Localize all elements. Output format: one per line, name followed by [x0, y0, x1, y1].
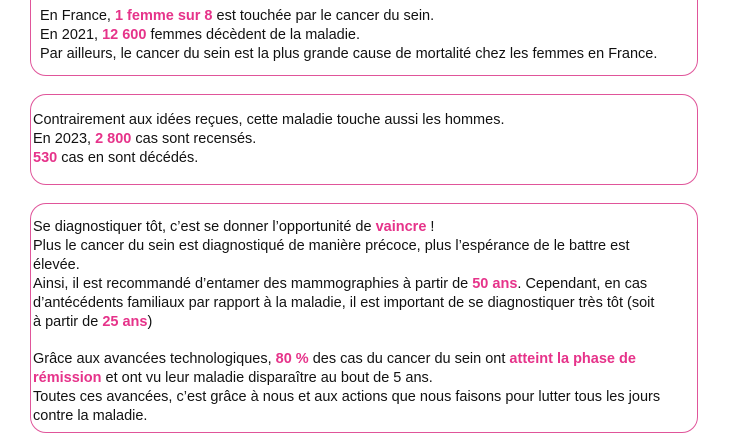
- text-line: [33, 350, 697, 369]
- highlight-stat: 80 %: [275, 351, 309, 367]
- text-segment: est touchée par le cancer du sein.: [212, 8, 435, 24]
- text-segment: Grâce aux avancées technologiques,: [33, 351, 276, 367]
- text-segment: Ainsi, il est recommandé d’entamer des mammographies à partir de: [33, 276, 473, 292]
- text-line: [40, 7, 697, 26]
- text-line: Par ailleurs, le cancer du sein est la plus grande cause de mortalité chez les femmes en France.: [40, 46, 658, 62]
- text-line: Contrairement aux idées reçues, cette maladie touche aussi les hommes.: [33, 112, 505, 128]
- text-segment: . Cependant, en cas: [517, 276, 648, 292]
- text-line: élevée.: [33, 257, 80, 273]
- text-segment: !: [426, 219, 435, 235]
- text-segment: En 2021,: [40, 27, 103, 43]
- highlight-phrase: rémission: [33, 370, 102, 386]
- card-early-diagnosis: [30, 203, 698, 433]
- paragraph-gap: [33, 332, 697, 350]
- text-line: Toutes ces avancées, c’est grâce à nous et aux actions que nous faisons pour lutter tous les jours: [33, 389, 661, 405]
- text-line: Plus le cancer du sein est diagnostiqué de manière précoce, plus l’espérance de le battre est: [33, 238, 630, 254]
- text-segment: à partir de: [33, 314, 103, 330]
- text-line: [33, 149, 697, 168]
- text-segment: En France,: [40, 8, 115, 24]
- highlight-stat: 2 800: [95, 131, 132, 147]
- text-line: [33, 313, 697, 332]
- text-line: contre la maladie.: [33, 408, 148, 424]
- highlight-stat: 50 ans: [472, 276, 518, 292]
- highlight-phrase: atteint la phase de: [509, 351, 636, 367]
- highlight-stat: 25 ans: [102, 314, 148, 330]
- text-segment: et ont vu leur maladie disparaître au bout de 5 ans.: [101, 370, 433, 386]
- text-segment: des cas du cancer du sein ont: [308, 351, 510, 367]
- text-line: [33, 218, 697, 237]
- text-line: [33, 130, 697, 149]
- text-line: [33, 275, 697, 294]
- text-segment: ): [147, 314, 153, 330]
- text-line: [33, 369, 697, 388]
- highlight-stat: 1 femme sur 8: [114, 8, 213, 24]
- highlight-word: vaincre: [375, 219, 427, 235]
- text-line: d’antécédents familiaux par rapport à la maladie, il est important de se diagnostiquer très tôt (soit: [33, 295, 655, 311]
- highlight-stat: 530: [33, 150, 58, 166]
- text-line: [40, 26, 697, 45]
- text-segment: cas en sont décédés.: [57, 150, 199, 166]
- text-segment: Se diagnostiquer tôt, c’est se donner l’opportunité de: [33, 219, 376, 235]
- card-france-stats: [30, 0, 698, 76]
- card-men-stats: [30, 94, 698, 185]
- text-segment: En 2023,: [33, 131, 96, 147]
- highlight-stat: 12 600: [102, 27, 147, 43]
- text-segment: femmes décèdent de la maladie.: [146, 27, 361, 43]
- text-segment: cas sont recensés.: [131, 131, 257, 147]
